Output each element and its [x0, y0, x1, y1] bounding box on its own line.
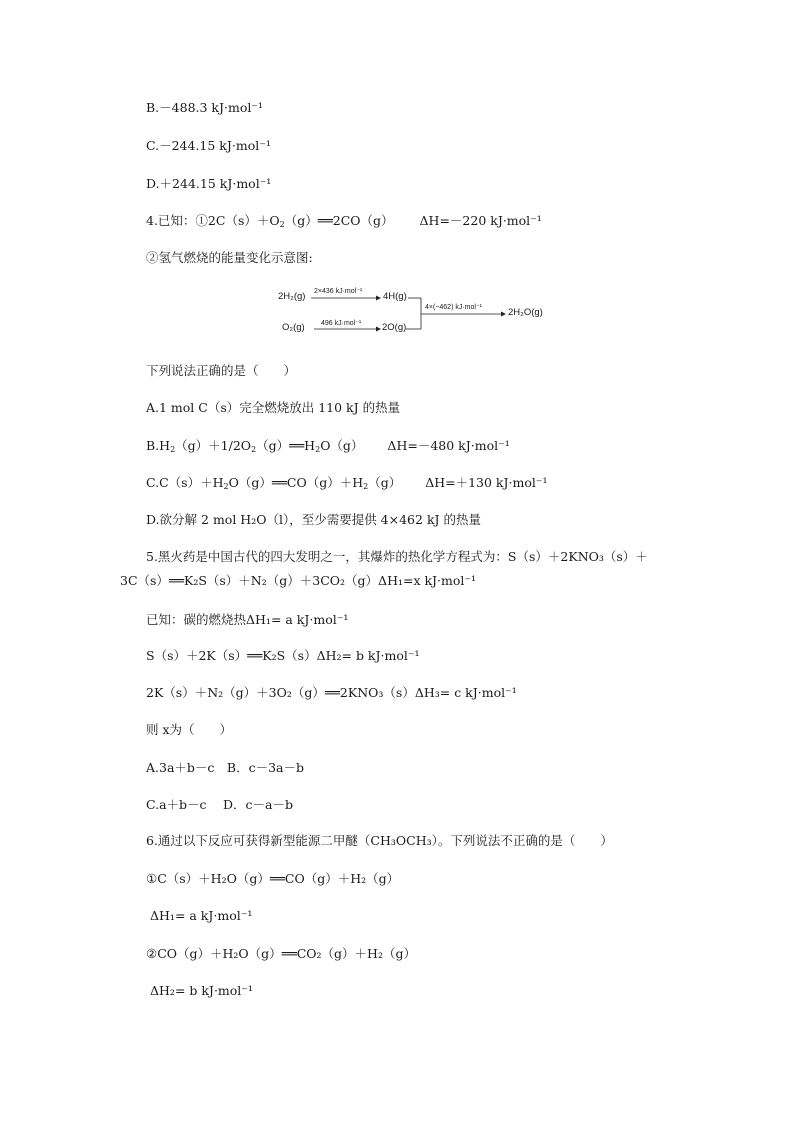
q4-part-b: （g）══2CO（g）	[284, 213, 394, 228]
diagram-h-bond-label: 2×436 kJ·mol⁻¹	[314, 288, 363, 295]
q4-option-b	[146, 438, 510, 458]
q4-delta-h: ΔH=－220 kJ·mol⁻¹	[419, 213, 542, 228]
option-d-line: D.＋244.15 kJ·mol⁻¹	[146, 176, 272, 191]
q6-reaction-1: ①C（s）＋H₂O（g）══CO（g）＋H₂（g）	[146, 871, 400, 886]
q4b-part-2: （g）＋1/2O	[175, 438, 252, 453]
q5-given-3: 2K（s）＋N₂（g）＋3O₂（g）══2KNO₃（s）ΔH₃= c kJ·mol⁻¹	[146, 685, 517, 700]
diagram-o2-reactant: O₂(g)	[282, 322, 305, 333]
q4c-part-1: C.C（s）＋H	[146, 475, 224, 490]
q4b-part-4: O（g）	[320, 438, 364, 453]
q5-options-ab: A.3a＋b－c B．c－3a－b	[146, 760, 305, 775]
q4b-sub-3: 2	[315, 445, 321, 454]
question-6-stem: 6.通过以下反应可获得新型能源二甲醚（CH₃OCH₃）。下列说法不正确的是（ ）	[146, 833, 613, 848]
option-c-line: C.－244.15 kJ·mol⁻¹	[146, 138, 271, 153]
q6-reaction-2-delta-h: ΔH₂= b kJ·mol⁻¹	[150, 983, 253, 998]
q5-options-cd: C.a＋b－c D．c－a－b	[146, 797, 293, 812]
question-5-stem: 5.黑火药是中国古代的四大发明之一，其爆炸的热化学方程式为：S（s）＋2KNO₃（s）＋	[146, 549, 648, 564]
diagram-o-bond-label: 496 kJ·mol⁻¹	[321, 320, 362, 327]
q4-subscript: 2	[279, 220, 285, 229]
q4-option-a: A.1 mol C（s）完全燃烧放出 110 kJ 的热量	[146, 400, 401, 415]
q4b-part-3: （g）══H	[256, 438, 316, 453]
option-b-line: B.－488.3 kJ·mol⁻¹	[146, 100, 263, 115]
q4b-sub-1: 2	[170, 445, 176, 454]
q4c-sub-1: 2	[223, 482, 229, 491]
q6-reaction-1-delta-h: ΔH₁= a kJ·mol⁻¹	[150, 908, 253, 923]
q5-given-1: 已知：碳的燃烧热ΔH₁= a kJ·mol⁻¹	[146, 612, 349, 627]
q4b-part-1: B.H	[146, 438, 171, 453]
q4b-delta-h: ΔH=－480 kJ·mol⁻¹	[387, 438, 510, 453]
q4-part-a: 4.已知：①2C（s）＋O	[146, 213, 280, 228]
diagram-2h2o-product: 2H₂O(g)	[508, 307, 543, 318]
question-5-equation: 3C（s）══K₂S（s）＋N₂（g）＋3CO₂（g）ΔH₁=x kJ·mol⁻¹	[120, 573, 477, 588]
diagram-2h2-reactant: 2H₂(g)	[278, 291, 306, 302]
q5-prompt: 则 x为（ ）	[146, 722, 233, 737]
q4b-sub-2: 2	[251, 445, 257, 454]
q4-option-d: D.欲分解 2 mol H₂O（l），至少需要提供 4×462 kJ 的热量	[146, 512, 481, 527]
q4c-part-2: O（g）══CO（g）＋H	[228, 475, 364, 490]
diagram-formation-label: 4×(−462) kJ·mol⁻¹	[425, 304, 482, 311]
q4-diagram-caption: ②氢气燃烧的能量变化示意图:	[146, 250, 313, 265]
q6-reaction-2: ②CO（g）＋H₂O（g）══CO₂（g）＋H₂（g）	[146, 946, 416, 961]
question-4-stem	[146, 213, 542, 233]
q4c-sub-2: 2	[363, 482, 369, 491]
q5-given-2: S（s）＋2K（s）══K₂S（s）ΔH₂= b kJ·mol⁻¹	[146, 648, 420, 663]
q4-option-c	[146, 475, 547, 495]
diagram-2o-atoms: 2O(g)	[382, 322, 407, 333]
q4c-delta-h: ΔH=＋130 kJ·mol⁻¹	[425, 475, 548, 490]
q4c-part-3: （g）	[368, 475, 402, 490]
diagram-4h-atoms: 4H(g)	[383, 291, 407, 302]
energy-diagram	[276, 286, 556, 336]
q4-prompt: 下列说法正确的是（ ）	[146, 363, 297, 378]
